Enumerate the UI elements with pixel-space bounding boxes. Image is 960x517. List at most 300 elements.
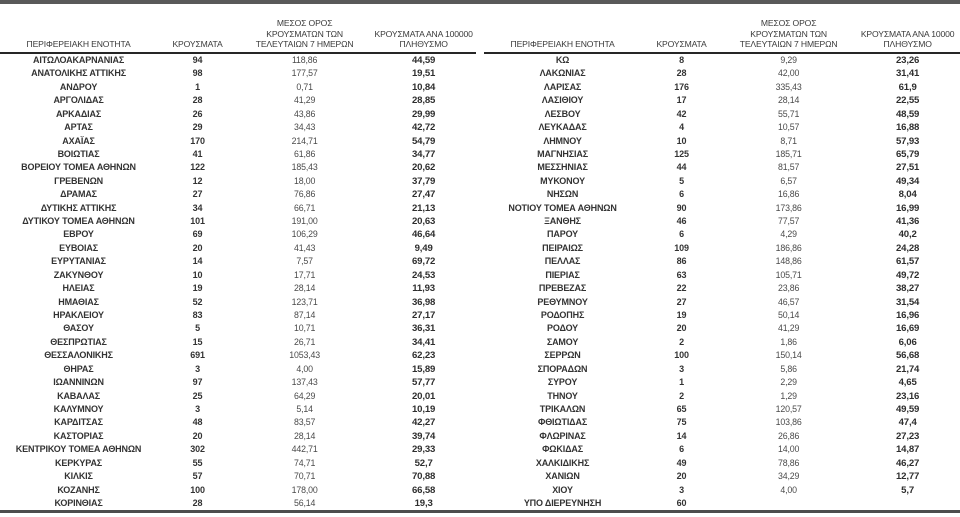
per100k-cell: 27,51 bbox=[895, 162, 920, 174]
region-cell: ΣΠΟΡΑΔΩΝ bbox=[537, 363, 588, 374]
cases-cell: 49 bbox=[676, 457, 687, 468]
per100k-cell: 56,68 bbox=[895, 350, 920, 362]
avg7-cell: 61,86 bbox=[293, 148, 316, 159]
cases-cell: 28 bbox=[192, 95, 203, 106]
per100k-cell: 54,79 bbox=[411, 135, 436, 147]
avg7-cell: 34,29 bbox=[777, 471, 800, 482]
region-cell: ΓΡΕΒΕΝΩΝ bbox=[54, 175, 103, 186]
per100k-cell: 28,85 bbox=[411, 95, 436, 107]
avg7-cell: 442,71 bbox=[291, 444, 318, 455]
per100k-cell: 49,59 bbox=[895, 403, 920, 415]
table-row bbox=[484, 470, 960, 483]
region-cell: ΠΕΙΡΑΙΩΣ bbox=[542, 242, 583, 253]
region-cell: ΤΡΙΚΑΛΩΝ bbox=[539, 403, 586, 414]
avg7-cell: 34,43 bbox=[293, 122, 316, 133]
cases-cell: 19 bbox=[192, 283, 203, 294]
table-row bbox=[0, 81, 476, 94]
avg7-cell: 106,29 bbox=[291, 229, 318, 240]
col-header-cases: ΚΡΟΥΣΜΑΤΑ bbox=[641, 6, 722, 53]
cases-cell: 1 bbox=[195, 81, 200, 92]
region-cell: ΗΛΕΙΑΣ bbox=[62, 283, 95, 294]
avg7-cell: 4,00 bbox=[296, 363, 313, 374]
per100k-cell: 34,41 bbox=[411, 336, 436, 348]
region-cell: ΜΑΓΝΗΣΙΑΣ bbox=[537, 148, 588, 159]
avg7-cell: 191,00 bbox=[291, 216, 318, 227]
table-row bbox=[484, 416, 960, 429]
avg7-cell: 186,86 bbox=[775, 242, 802, 253]
table-row bbox=[0, 148, 476, 161]
region-cell: ΛΑΚΩΝΙΑΣ bbox=[539, 68, 586, 79]
col-header-per100k bbox=[371, 6, 476, 53]
table-row bbox=[0, 497, 476, 510]
table-row bbox=[484, 215, 960, 228]
cases-cell: 97 bbox=[192, 377, 203, 388]
region-cell: ΠΑΡΟΥ bbox=[547, 229, 579, 240]
per100k-cell: 40,2 bbox=[898, 229, 917, 241]
table-row bbox=[0, 296, 476, 309]
header-row bbox=[0, 6, 476, 53]
region-cell: ΚΑΛΥΜΝΟΥ bbox=[53, 403, 104, 414]
region-cell: ΑΡΤΑΣ bbox=[64, 122, 93, 133]
per100k-cell: 27,23 bbox=[895, 430, 920, 442]
avg7-cell: 4,29 bbox=[780, 229, 797, 240]
region-cell: ΘΑΣΟΥ bbox=[63, 323, 94, 334]
avg7-cell: 66,71 bbox=[293, 202, 316, 213]
table-row bbox=[0, 336, 476, 349]
table-row bbox=[0, 309, 476, 322]
region-cell: ΠΡΕΒΕΖΑΣ bbox=[538, 283, 587, 294]
table-row bbox=[0, 108, 476, 121]
per100k-cell: 41,36 bbox=[895, 216, 920, 228]
avg7-cell: 0,71 bbox=[296, 81, 313, 92]
cases-cell: 48 bbox=[192, 417, 203, 428]
per100k-cell: 24,28 bbox=[895, 242, 920, 254]
avg7-cell: 103,86 bbox=[775, 417, 802, 428]
region-cell: ΕΒΡΟΥ bbox=[63, 229, 94, 240]
cases-cell: 122 bbox=[190, 162, 205, 173]
table-row bbox=[484, 497, 960, 510]
table-row bbox=[0, 430, 476, 443]
region-cell: ΛΗΜΝΟΥ bbox=[543, 135, 582, 146]
cases-cell: 6 bbox=[679, 444, 684, 455]
per100k-cell: 57,77 bbox=[411, 377, 436, 389]
cases-cell: 17 bbox=[676, 95, 687, 106]
per100k-cell: 46,64 bbox=[411, 229, 436, 241]
avg7-cell: 83,57 bbox=[293, 417, 316, 428]
cases-cell: 5 bbox=[195, 323, 200, 334]
region-cell: ΤΗΝΟΥ bbox=[547, 390, 578, 401]
table-row bbox=[0, 349, 476, 362]
region-cell: ΡΟΔΟΠΗΣ bbox=[540, 310, 585, 321]
avg7-cell: 46,57 bbox=[777, 296, 800, 307]
region-cell: ΧΙΟΥ bbox=[552, 484, 573, 495]
per100k-cell: 4,65 bbox=[898, 377, 917, 389]
table-row bbox=[484, 188, 960, 201]
region-cell: ΚΟΖΑΝΗΣ bbox=[57, 484, 100, 495]
col-header-avg7-line1: ΜΕΣΟΣ ΟΡΟΣ bbox=[760, 18, 817, 29]
table-row bbox=[0, 255, 476, 268]
col-header-per100k-line2: ΠΛΗΘΥΣΜΟ bbox=[399, 39, 448, 50]
per100k-cell: 65,79 bbox=[895, 148, 920, 160]
avg7-cell: 4,00 bbox=[780, 484, 797, 495]
per100k-cell: 29,99 bbox=[411, 108, 436, 120]
avg7-cell: 5,86 bbox=[780, 363, 797, 374]
cases-cell: 302 bbox=[190, 444, 205, 455]
cases-cell: 20 bbox=[192, 242, 203, 253]
avg7-cell: 173,86 bbox=[775, 202, 802, 213]
per100k-cell: 16,96 bbox=[895, 310, 920, 322]
cases-cell: 6 bbox=[679, 229, 684, 240]
cases-cell: 52 bbox=[192, 296, 203, 307]
table-row bbox=[0, 403, 476, 416]
per100k-cell: 37,79 bbox=[411, 175, 436, 187]
cases-cell: 20 bbox=[192, 430, 203, 441]
cases-cell: 2 bbox=[679, 390, 684, 401]
avg7-cell: 17,71 bbox=[293, 269, 316, 280]
col-header-avg7 bbox=[722, 6, 855, 53]
table-row bbox=[484, 121, 960, 134]
per100k-cell: 34,77 bbox=[411, 148, 436, 160]
avg7-cell: 6,57 bbox=[780, 175, 797, 186]
region-cell: ΔΥΤΙΚΗΣ ΑΤΤΙΚΗΣ bbox=[40, 202, 117, 213]
region-cell: ΚΑΒΑΛΑΣ bbox=[57, 390, 100, 401]
region-cell: ΘΗΡΑΣ bbox=[63, 363, 94, 374]
cases-cell: 2 bbox=[679, 336, 684, 347]
table-row bbox=[484, 430, 960, 443]
region-cell: ΧΑΝΙΩΝ bbox=[545, 471, 580, 482]
per100k-cell: 12,77 bbox=[895, 471, 920, 483]
region-cell: ΥΠΟ ΔΙΕΡΕΥΝΗΣΗ bbox=[523, 497, 602, 508]
table-row bbox=[484, 108, 960, 121]
region-cell: ΣΑΜΟΥ bbox=[546, 336, 579, 347]
table-row bbox=[484, 322, 960, 335]
per100k-cell: 8,04 bbox=[898, 189, 917, 201]
avg7-cell: 123,71 bbox=[291, 296, 318, 307]
regions-table-left bbox=[0, 6, 476, 510]
cases-cell: 12 bbox=[192, 175, 203, 186]
per100k-cell: 57,93 bbox=[895, 135, 920, 147]
table-row bbox=[0, 282, 476, 295]
region-cell: ΛΑΡΙΣΑΣ bbox=[543, 81, 582, 92]
region-cell: ΠΕΛΛΑΣ bbox=[544, 256, 581, 267]
per100k-cell: 69,72 bbox=[411, 256, 436, 268]
cases-cell: 27 bbox=[676, 296, 687, 307]
col-header-avg7 bbox=[238, 6, 371, 53]
col-header-per100k-line1: ΚΡΟΥΣΜΑΤΑ ΑΝΑ 100000 bbox=[374, 28, 473, 39]
cases-cell: 41 bbox=[192, 148, 203, 159]
avg7-cell: 7,57 bbox=[296, 256, 313, 267]
regions-table-right bbox=[484, 6, 960, 510]
avg7-cell: 41,29 bbox=[777, 323, 800, 334]
table-row bbox=[484, 390, 960, 403]
cases-cell: 28 bbox=[676, 68, 687, 79]
cases-cell: 57 bbox=[192, 471, 203, 482]
avg7-cell: 41,43 bbox=[293, 242, 316, 253]
cases-cell: 60 bbox=[676, 497, 687, 508]
table-body-right bbox=[484, 53, 960, 510]
region-cell: ΛΕΥΚΑΔΑΣ bbox=[538, 122, 587, 133]
table-row bbox=[0, 322, 476, 335]
table-row bbox=[484, 296, 960, 309]
table-row bbox=[0, 269, 476, 282]
region-cell: ΑΙΤΩΛΟΑΚΑΡΝΑΝΙΑΣ bbox=[33, 55, 125, 65]
region-cell: ΜΥΚΟΝΟΥ bbox=[540, 175, 585, 186]
col-header-per100k bbox=[855, 6, 960, 53]
cases-cell: 20 bbox=[676, 471, 687, 482]
per100k-cell: 24,53 bbox=[411, 269, 436, 281]
per100k-cell: 36,98 bbox=[411, 296, 436, 308]
cases-cell: 100 bbox=[190, 484, 205, 495]
cases-cell: 1 bbox=[679, 377, 684, 388]
per100k-cell: 47,4 bbox=[898, 417, 917, 429]
table-row bbox=[484, 269, 960, 282]
per100k-cell: 62,23 bbox=[411, 350, 436, 362]
region-cell: ΕΥΒΟΙΑΣ bbox=[59, 242, 98, 253]
table-row bbox=[0, 390, 476, 403]
cases-cell: 20 bbox=[676, 323, 687, 334]
cases-cell: 65 bbox=[676, 403, 687, 414]
table-row bbox=[484, 282, 960, 295]
table-row bbox=[484, 403, 960, 416]
avg7-cell: 23,86 bbox=[777, 283, 800, 294]
cases-cell: 55 bbox=[192, 457, 203, 468]
table-row bbox=[484, 443, 960, 456]
cases-cell: 22 bbox=[676, 283, 687, 294]
avg7-cell: 87,14 bbox=[293, 310, 316, 321]
table-row bbox=[484, 161, 960, 174]
region-cell: ΠΙΕΡΙΑΣ bbox=[545, 269, 580, 280]
col-header-avg7-line2: ΚΡΟΥΣΜΑΤΩΝ ΤΩΝ bbox=[750, 28, 827, 39]
cases-cell: 28 bbox=[192, 497, 203, 508]
cases-cell: 100 bbox=[674, 350, 689, 361]
cases-cell: 19 bbox=[676, 310, 687, 321]
table-row bbox=[484, 202, 960, 215]
cases-cell: 10 bbox=[192, 269, 203, 280]
regions-table-right-container bbox=[484, 6, 960, 510]
per100k-cell bbox=[855, 497, 960, 510]
per100k-cell: 5,7 bbox=[901, 484, 915, 496]
table-row bbox=[484, 363, 960, 376]
region-cell: ΚΕΝΤΡΙΚΟΥ ΤΟΜΕΑ ΑΘΗΝΩΝ bbox=[15, 444, 142, 455]
cases-cell: 83 bbox=[192, 310, 203, 321]
cases-cell: 25 bbox=[192, 390, 203, 401]
per100k-cell: 6,06 bbox=[898, 336, 917, 348]
region-cell: ΚΟΡΙΝΘΙΑΣ bbox=[54, 497, 103, 508]
table-row bbox=[0, 161, 476, 174]
table-row bbox=[484, 175, 960, 188]
table-row bbox=[0, 242, 476, 255]
region-cell: ΗΡΑΚΛΕΙΟΥ bbox=[53, 310, 104, 321]
per100k-cell: 11,93 bbox=[412, 283, 435, 295]
col-header-avg7-line3: ΤΕΛΕΥΤΑΙΩΝ 7 ΗΜΕΡΩΝ bbox=[255, 39, 354, 50]
avg7-cell: 185,43 bbox=[291, 162, 318, 173]
table-row bbox=[0, 457, 476, 470]
per100k-cell: 21,74 bbox=[895, 363, 920, 375]
avg7-cell: 118,86 bbox=[291, 55, 318, 65]
per100k-cell: 52,7 bbox=[414, 457, 433, 469]
avg7-cell: 50,14 bbox=[777, 310, 800, 321]
cases-cell: 101 bbox=[190, 216, 205, 227]
cases-cell: 27 bbox=[192, 189, 203, 200]
table-row bbox=[0, 202, 476, 215]
cases-cell: 14 bbox=[676, 430, 687, 441]
col-header-region: ΠΕΡΙΦΕΡΕΙΑΚΗ ΕΝΟΤΗΤΑ bbox=[484, 6, 641, 53]
region-cell: ΞΑΝΘΗΣ bbox=[544, 216, 581, 227]
cases-cell: 4 bbox=[679, 122, 684, 133]
region-cell: ΚΙΛΚΙΣ bbox=[64, 471, 93, 482]
avg7-cell: 148,86 bbox=[775, 256, 802, 267]
cases-cell: 75 bbox=[676, 417, 687, 428]
region-cell: ΑΧΑΪΑΣ bbox=[62, 135, 95, 146]
per100k-cell: 16,69 bbox=[895, 323, 920, 335]
table-row bbox=[484, 53, 960, 67]
avg7-cell: 105,71 bbox=[775, 269, 802, 280]
region-cell: ΦΛΩΡΙΝΑΣ bbox=[539, 430, 586, 441]
region-cell: ΗΜΑΘΙΑΣ bbox=[58, 296, 99, 307]
cases-cell: 63 bbox=[676, 269, 687, 280]
region-cell: ΝΗΣΩΝ bbox=[546, 189, 579, 200]
cases-cell: 15 bbox=[192, 336, 203, 347]
cases-cell: 34 bbox=[192, 202, 203, 213]
regional-cases-tables bbox=[0, 6, 960, 513]
region-cell: ΔΥΤΙΚΟΥ ΤΟΜΕΑ ΑΘΗΝΩΝ bbox=[22, 216, 135, 227]
col-header-per100k-line1: ΚΡΟΥΣΜΑΤΑ ΑΝΑ 10000 bbox=[860, 28, 955, 39]
avg7-cell: 150,14 bbox=[775, 350, 802, 361]
per100k-cell: 42,72 bbox=[411, 122, 436, 134]
per100k-cell: 49,72 bbox=[895, 269, 920, 281]
avg7-cell: 28,14 bbox=[777, 95, 800, 106]
col-header-cases: ΚΡΟΥΣΜΑΤΑ bbox=[157, 6, 238, 53]
cases-cell: 176 bbox=[674, 81, 689, 92]
table-row bbox=[0, 416, 476, 429]
cases-cell: 8 bbox=[679, 55, 684, 65]
col-header-avg7-line3: ΤΕΛΕΥΤΑΙΩΝ 7 ΗΜΕΡΩΝ bbox=[739, 39, 838, 50]
region-cell: ΧΑΛΚΙΔΙΚΗΣ bbox=[535, 457, 590, 468]
avg7-cell: 76,86 bbox=[293, 189, 316, 200]
avg7-cell: 16,86 bbox=[777, 189, 800, 200]
per100k-cell: 61,9 bbox=[898, 81, 917, 93]
per100k-cell: 23,16 bbox=[895, 390, 920, 402]
region-cell: ΡΟΔΟΥ bbox=[547, 323, 579, 334]
region-cell: ΖΑΚΥΝΘΟΥ bbox=[53, 269, 104, 280]
cases-cell: 94 bbox=[192, 55, 203, 65]
avg7-cell: 8,71 bbox=[780, 135, 797, 146]
cases-cell: 3 bbox=[195, 403, 200, 414]
per100k-cell: 22,55 bbox=[895, 95, 920, 107]
region-cell: ΦΘΙΩΤΙΔΑΣ bbox=[537, 417, 588, 428]
table-row bbox=[484, 457, 960, 470]
region-cell: ΑΝΑΤΟΛΙΚΗΣ ΑΤΤΙΚΗΣ bbox=[31, 68, 126, 79]
avg7-cell: 9,29 bbox=[780, 55, 797, 65]
avg7-cell: 41,29 bbox=[293, 95, 316, 106]
cases-cell: 90 bbox=[676, 202, 687, 213]
region-cell: ΒΟΡΕΙΟΥ ΤΟΜΕΑ ΑΘΗΝΩΝ bbox=[21, 162, 136, 173]
cases-cell: 10 bbox=[676, 135, 687, 146]
region-cell: ΦΩΚΙΔΑΣ bbox=[542, 444, 583, 455]
avg7-cell: 5,14 bbox=[296, 403, 313, 414]
table-row bbox=[484, 148, 960, 161]
table-row bbox=[0, 94, 476, 107]
col-header-avg7-line2: ΚΡΟΥΣΜΑΤΩΝ ΤΩΝ bbox=[266, 28, 343, 39]
avg7-cell: 335,43 bbox=[775, 81, 802, 92]
cases-cell: 109 bbox=[674, 242, 689, 253]
avg7-cell: 43,86 bbox=[293, 108, 316, 119]
per100k-cell: 36,31 bbox=[411, 323, 436, 335]
region-cell: ΡΕΘΥΜΝΟΥ bbox=[537, 296, 588, 307]
region-cell: ΛΑΣΙΘΙΟΥ bbox=[541, 95, 584, 106]
region-cell: ΝΟΤΙΟΥ ΤΟΜΕΑ ΑΘΗΝΩΝ bbox=[508, 202, 617, 213]
avg7-cell: 10,57 bbox=[777, 122, 800, 133]
cases-cell: 26 bbox=[192, 108, 203, 119]
cases-cell: 5 bbox=[679, 175, 684, 186]
per100k-cell: 15,89 bbox=[411, 363, 436, 375]
avg7-cell: 70,71 bbox=[293, 471, 316, 482]
per100k-cell: 20,63 bbox=[411, 216, 436, 228]
col-header-avg7-line1: ΜΕΣΟΣ ΟΡΟΣ bbox=[276, 18, 333, 29]
cases-cell: 14 bbox=[192, 256, 203, 267]
per100k-cell: 49,34 bbox=[895, 175, 920, 187]
per100k-cell: 16,99 bbox=[895, 202, 920, 214]
table-row bbox=[0, 67, 476, 80]
per100k-cell: 31,54 bbox=[895, 296, 920, 308]
table-row bbox=[0, 215, 476, 228]
region-cell: ΑΝΔΡΟΥ bbox=[59, 81, 98, 92]
avg7-cell: 178,00 bbox=[291, 484, 318, 495]
per100k-cell: 31,41 bbox=[895, 68, 920, 80]
avg7-cell: 81,57 bbox=[777, 162, 800, 173]
table-row bbox=[484, 94, 960, 107]
region-cell: ΣΥΡΟΥ bbox=[547, 377, 578, 388]
header-row bbox=[484, 6, 960, 53]
col-header-per100k-line2: ΠΛΗΘΥΣΜΟ bbox=[883, 39, 932, 50]
avg7-cell: 56,14 bbox=[293, 497, 316, 508]
avg7-cell: 78,86 bbox=[777, 457, 800, 468]
cases-cell: 86 bbox=[676, 256, 687, 267]
table-row bbox=[0, 443, 476, 456]
avg7-cell: 185,71 bbox=[775, 148, 802, 159]
cases-cell: 125 bbox=[674, 148, 689, 159]
table-row bbox=[484, 484, 960, 497]
cases-cell: 6 bbox=[679, 189, 684, 200]
avg7-cell: 137,43 bbox=[291, 377, 318, 388]
table-row bbox=[484, 67, 960, 80]
avg7-cell: 55,71 bbox=[777, 108, 800, 119]
table-row bbox=[0, 53, 476, 67]
per100k-cell: 44,59 bbox=[411, 55, 436, 66]
avg7-cell: 1,29 bbox=[780, 390, 797, 401]
per100k-cell: 23,26 bbox=[895, 55, 920, 66]
table-row bbox=[0, 228, 476, 241]
cases-cell: 691 bbox=[190, 350, 205, 361]
cases-cell: 170 bbox=[190, 135, 205, 146]
region-cell: ΘΕΣΣΑΛΟΝΙΚΗΣ bbox=[44, 350, 113, 361]
avg7-cell: 2,29 bbox=[780, 377, 797, 388]
per100k-cell: 19,3 bbox=[414, 497, 433, 509]
per100k-cell: 10,19 bbox=[411, 403, 436, 415]
avg7-cell: 42,00 bbox=[777, 68, 800, 79]
table-row bbox=[0, 188, 476, 201]
table-row bbox=[0, 470, 476, 483]
region-cell: ΚΑΣΤΟΡΙΑΣ bbox=[53, 430, 104, 441]
col-header-region: ΠΕΡΙΦΕΡΕΙΑΚΗ ΕΝΟΤΗΤΑ bbox=[0, 6, 157, 53]
region-cell: ΕΥΡΥΤΑΝΙΑΣ bbox=[51, 256, 106, 267]
region-cell: ΚΑΡΔΙΤΣΑΣ bbox=[54, 417, 103, 428]
per100k-cell: 10,84 bbox=[411, 81, 436, 93]
region-cell: ΙΩΑΝΝΙΝΩΝ bbox=[53, 377, 104, 388]
table-row bbox=[484, 135, 960, 148]
regions-table-left-container bbox=[0, 6, 476, 510]
avg7-cell: 74,71 bbox=[293, 457, 316, 468]
